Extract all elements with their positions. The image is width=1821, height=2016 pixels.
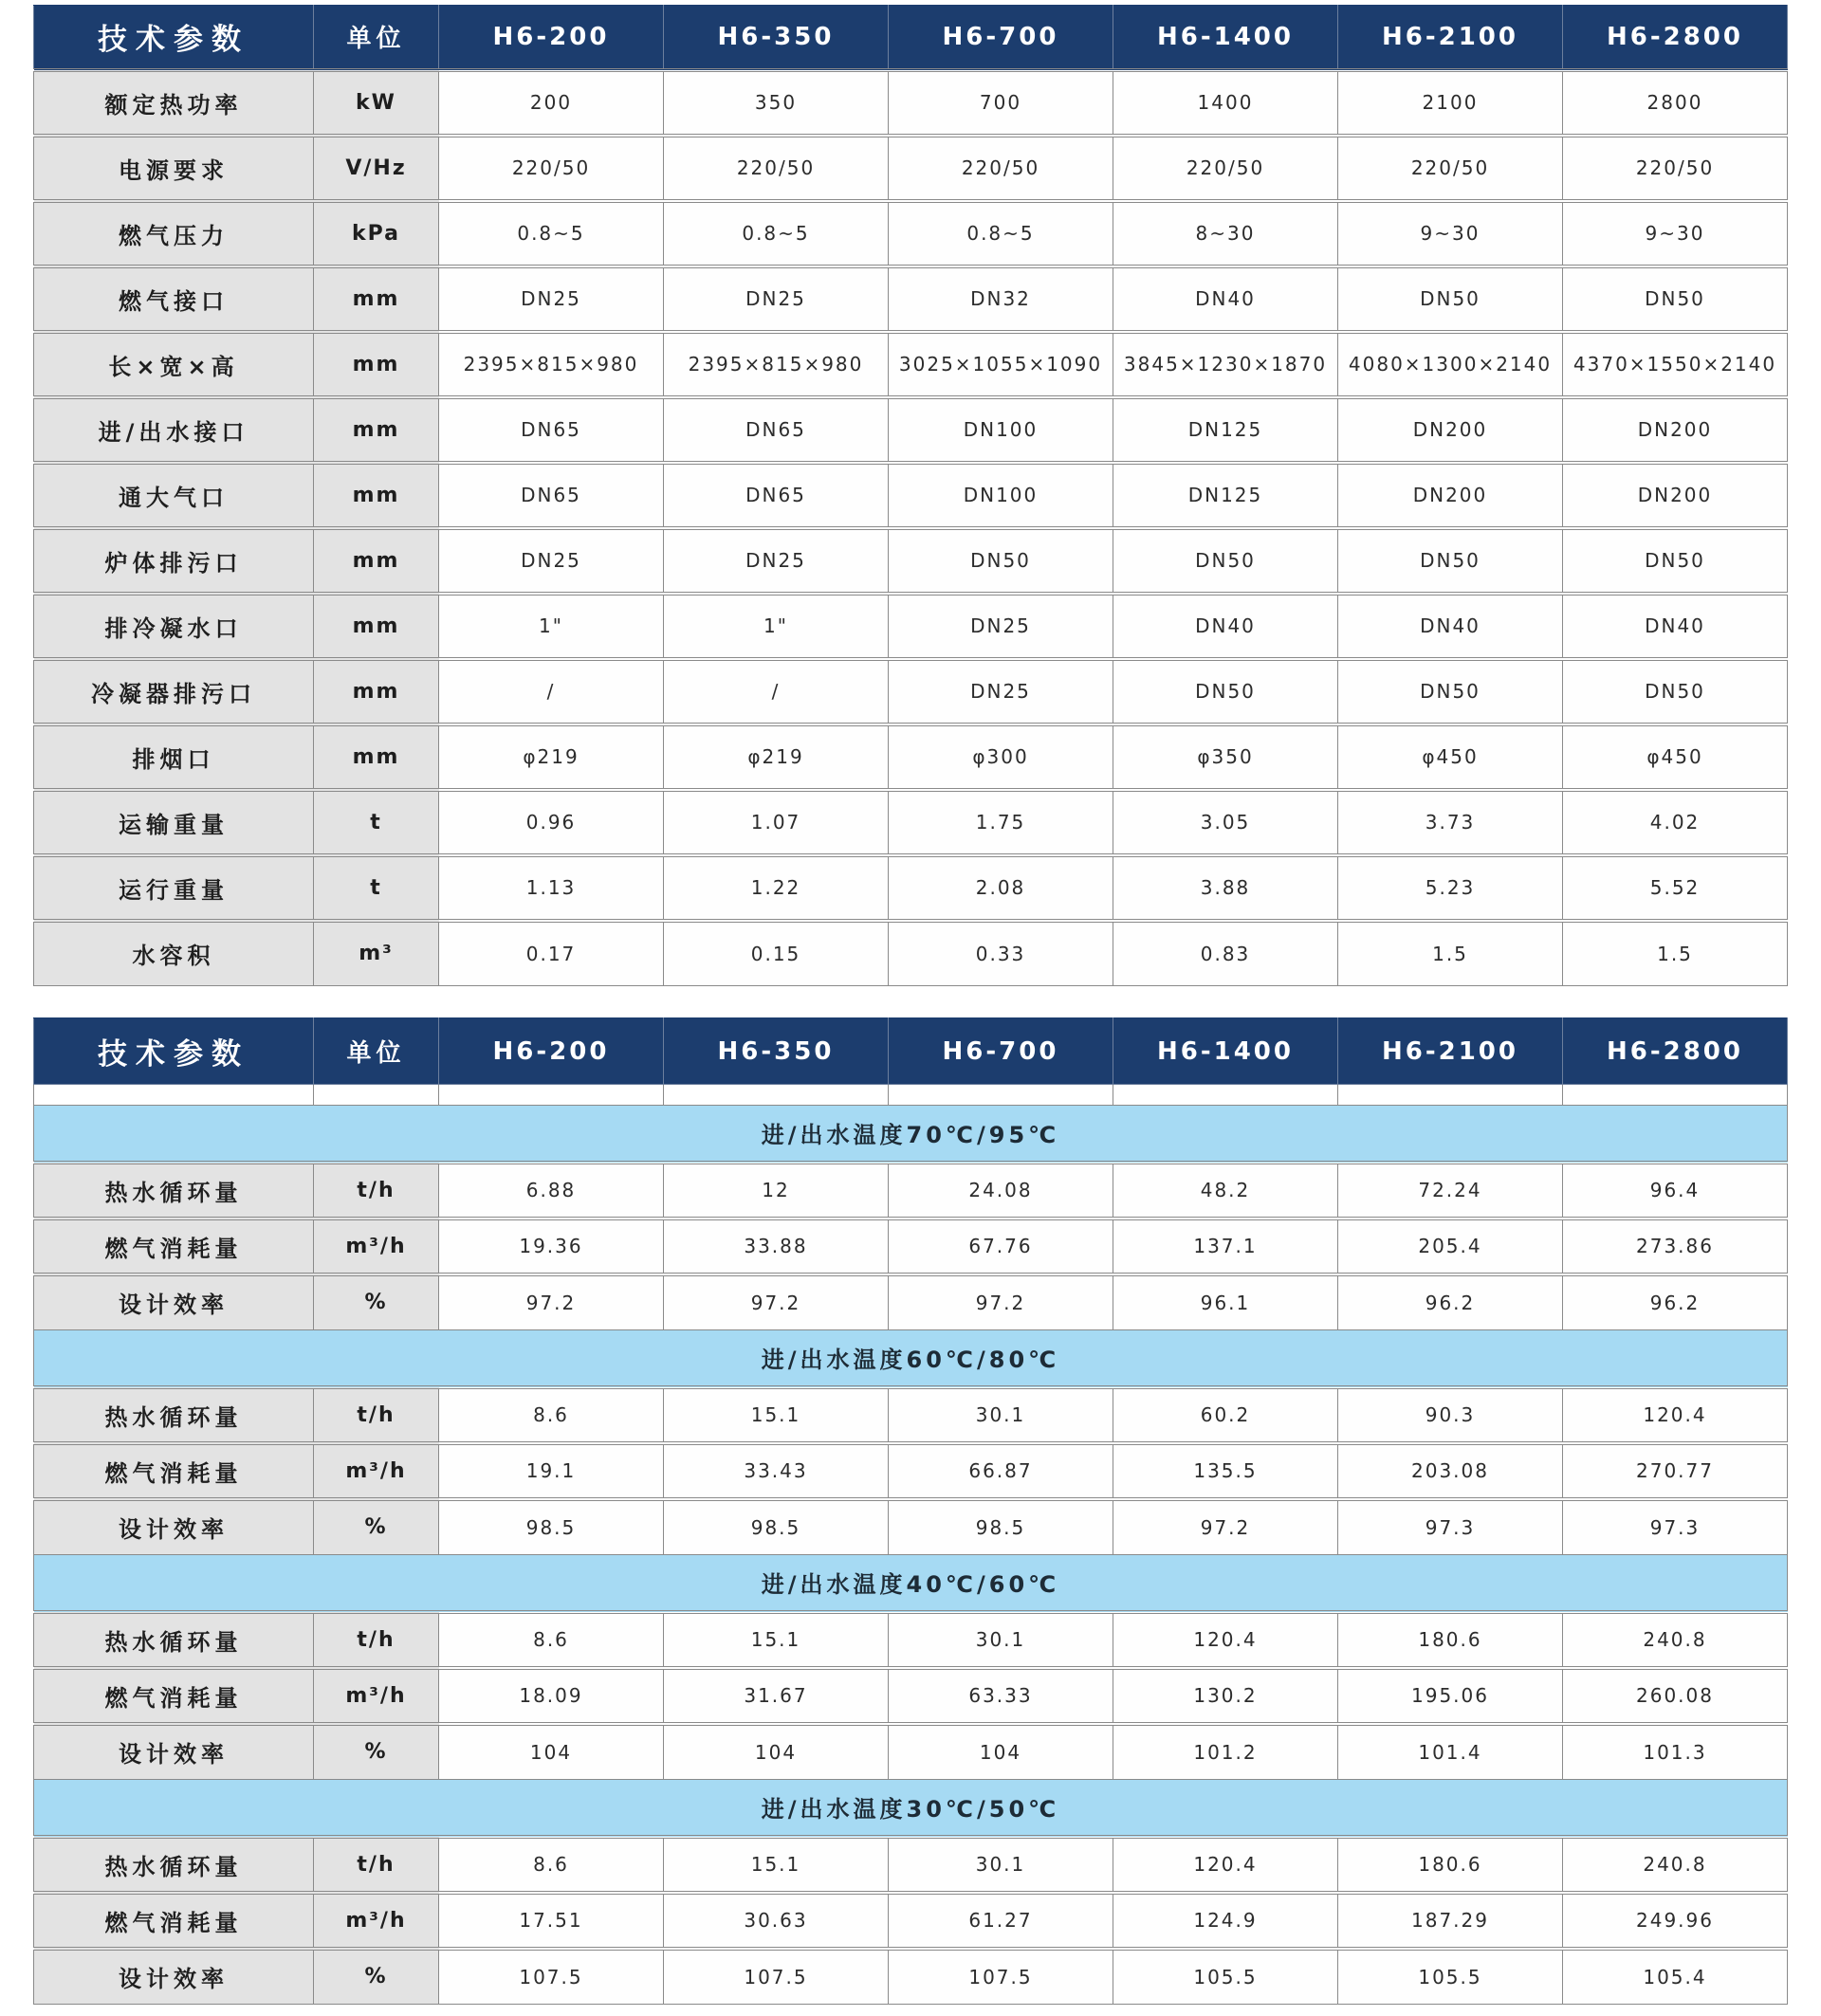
param-value-cell: 98.5: [664, 1499, 889, 1555]
param-value-cell: DN50: [1563, 659, 1788, 724]
param-value-cell: 15.1: [664, 1387, 889, 1443]
param-value-cell: 97.2: [1113, 1499, 1338, 1555]
param-value-cell: 273.86: [1563, 1219, 1788, 1274]
param-value-cell: 203.08: [1338, 1443, 1563, 1499]
param-value-cell: 2.08: [889, 855, 1113, 921]
model-header-cell: H6-2800: [1563, 1018, 1788, 1085]
spacer-cell: [1113, 1085, 1338, 1106]
param-unit-cell: m³/h: [314, 1893, 439, 1949]
param-label-cell: 排冷凝水口: [34, 594, 314, 659]
param-row: [34, 1612, 1788, 1668]
param-unit-cell: mm: [314, 528, 439, 594]
param-value-cell: 1.75: [889, 790, 1113, 855]
param-value-cell: 3.88: [1113, 855, 1338, 921]
section-band-row: [34, 1555, 1788, 1612]
section-title-cell: 进/出水温度60℃/80℃: [34, 1330, 1788, 1387]
param-value-cell: 195.06: [1338, 1668, 1563, 1724]
param-label-cell: 设计效率: [34, 1949, 314, 2005]
param-value-cell: DN65: [439, 463, 664, 528]
param-value-cell: 90.3: [1338, 1387, 1563, 1443]
param-value-cell: 0.8~5: [439, 201, 664, 266]
param-value-cell: DN65: [664, 463, 889, 528]
param-value-cell: 2395×815×980: [439, 332, 664, 397]
param-unit-cell: t/h: [314, 1163, 439, 1219]
param-unit-cell: m³: [314, 921, 439, 986]
param-unit-cell: mm: [314, 332, 439, 397]
param-value-cell: DN125: [1113, 397, 1338, 463]
param-value-cell: 30.1: [889, 1837, 1113, 1893]
param-label-cell: 燃气消耗量: [34, 1893, 314, 1949]
model-header-cell: H6-1400: [1113, 1018, 1338, 1085]
param-value-cell: 24.08: [889, 1163, 1113, 1219]
section-title-cell: 进/出水温度70℃/95℃: [34, 1106, 1788, 1163]
param-unit-cell: kW: [314, 70, 439, 136]
param-unit-cell: kPa: [314, 201, 439, 266]
spacer-cell: [439, 1085, 664, 1106]
param-row: [34, 1724, 1788, 1780]
param-value-cell: 33.43: [664, 1443, 889, 1499]
param-value-cell: 104: [664, 1724, 889, 1780]
param-row: [34, 659, 1788, 724]
param-value-cell: 0.8~5: [664, 201, 889, 266]
param-unit-cell: t: [314, 855, 439, 921]
param-value-cell: DN25: [439, 266, 664, 332]
param-label-cell: 燃气消耗量: [34, 1443, 314, 1499]
param-label-cell: 运行重量: [34, 855, 314, 921]
model-header-cell: H6-200: [439, 6, 664, 70]
param-value-cell: DN40: [1563, 594, 1788, 659]
param-unit-cell: m³/h: [314, 1219, 439, 1274]
param-row: [34, 855, 1788, 921]
spacer-cell: [34, 1085, 314, 1106]
param-value-cell: 101.4: [1338, 1724, 1563, 1780]
param-row: [34, 528, 1788, 594]
param-value-cell: 220/50: [1338, 136, 1563, 201]
param-label-cell: 燃气消耗量: [34, 1668, 314, 1724]
param-label-cell: 运输重量: [34, 790, 314, 855]
param-row: [34, 463, 1788, 528]
param-value-cell: φ450: [1338, 724, 1563, 790]
param-value-cell: 260.08: [1563, 1668, 1788, 1724]
param-value-cell: 180.6: [1338, 1612, 1563, 1668]
param-value-cell: 5.52: [1563, 855, 1788, 921]
param-row: [34, 1893, 1788, 1949]
param-unit-cell: %: [314, 1724, 439, 1780]
param-unit-cell: m³/h: [314, 1443, 439, 1499]
param-value-cell: 135.5: [1113, 1443, 1338, 1499]
param-label-cell: 设计效率: [34, 1499, 314, 1555]
param-value-cell: 18.09: [439, 1668, 664, 1724]
param-value-cell: 33.88: [664, 1219, 889, 1274]
param-value-cell: 17.51: [439, 1893, 664, 1949]
param-value-cell: 60.2: [1113, 1387, 1338, 1443]
param-label-cell: 电源要求: [34, 136, 314, 201]
param-value-cell: 61.27: [889, 1893, 1113, 1949]
param-label-cell: 热水循环量: [34, 1837, 314, 1893]
param-label-cell: 额定热功率: [34, 70, 314, 136]
param-value-cell: DN25: [889, 659, 1113, 724]
param-value-cell: 31.67: [664, 1668, 889, 1724]
param-value-cell: DN40: [1113, 594, 1338, 659]
param-unit-cell: t/h: [314, 1387, 439, 1443]
spacer-row: [34, 1085, 1788, 1106]
param-value-cell: 3025×1055×1090: [889, 332, 1113, 397]
param-value-cell: 249.96: [1563, 1893, 1788, 1949]
param-label-cell: 燃气接口: [34, 266, 314, 332]
param-value-cell: 96.2: [1563, 1274, 1788, 1330]
param-value-cell: 101.2: [1113, 1724, 1338, 1780]
param-label-cell: 设计效率: [34, 1724, 314, 1780]
param-value-cell: 5.23: [1338, 855, 1563, 921]
param-label-cell: 燃气压力: [34, 201, 314, 266]
param-value-cell: 0.83: [1113, 921, 1338, 986]
param-value-cell: 1.07: [664, 790, 889, 855]
model-header-cell: H6-200: [439, 1018, 664, 1085]
param-value-cell: 72.24: [1338, 1163, 1563, 1219]
param-value-cell: DN65: [664, 397, 889, 463]
param-value-cell: 97.2: [889, 1274, 1113, 1330]
param-unit-cell: %: [314, 1274, 439, 1330]
section-band-row: [34, 1780, 1788, 1837]
param-value-cell: 1.22: [664, 855, 889, 921]
param-label-cell: 设计效率: [34, 1274, 314, 1330]
param-label-cell: 热水循环量: [34, 1387, 314, 1443]
param-value-cell: 130.2: [1113, 1668, 1338, 1724]
param-value-cell: 1.13: [439, 855, 664, 921]
param-value-cell: DN25: [439, 528, 664, 594]
param-unit-cell: mm: [314, 397, 439, 463]
param-value-cell: φ219: [439, 724, 664, 790]
param-value-cell: DN50: [1338, 266, 1563, 332]
param-value-cell: 96.2: [1338, 1274, 1563, 1330]
unit-header-cell: 单位: [314, 6, 439, 70]
param-label-cell: 长×宽×高: [34, 332, 314, 397]
param-unit-cell: V/Hz: [314, 136, 439, 201]
param-value-cell: 19.1: [439, 1443, 664, 1499]
param-value-cell: 3.05: [1113, 790, 1338, 855]
param-value-cell: 4.02: [1563, 790, 1788, 855]
param-value-cell: 1400: [1113, 70, 1338, 136]
param-row: [34, 1837, 1788, 1893]
param-value-cell: 66.87: [889, 1443, 1113, 1499]
param-label-cell: 排烟口: [34, 724, 314, 790]
param-value-cell: DN65: [439, 397, 664, 463]
param-row: [34, 1163, 1788, 1219]
param-label-cell: 热水循环量: [34, 1612, 314, 1668]
spacer-cell: [1338, 1085, 1563, 1106]
param-value-cell: DN40: [1113, 266, 1338, 332]
param-row: [34, 1274, 1788, 1330]
param-value-cell: 220/50: [439, 136, 664, 201]
section-title-cell: 进/出水温度30℃/50℃: [34, 1780, 1788, 1837]
section-band-row: [34, 1330, 1788, 1387]
param-value-cell: 200: [439, 70, 664, 136]
param-value-cell: 1.5: [1563, 921, 1788, 986]
param-row: [34, 201, 1788, 266]
param-value-cell: 205.4: [1338, 1219, 1563, 1274]
param-value-cell: 137.1: [1113, 1219, 1338, 1274]
param-unit-cell: mm: [314, 594, 439, 659]
section-band-row: [34, 1106, 1788, 1163]
param-value-cell: 4080×1300×2140: [1338, 332, 1563, 397]
param-value-cell: DN32: [889, 266, 1113, 332]
table-title-cell: 技术参数: [34, 1018, 314, 1085]
param-value-cell: 8~30: [1113, 201, 1338, 266]
param-value-cell: DN50: [1338, 659, 1563, 724]
performance-parameters-table: [33, 1017, 1788, 2005]
param-value-cell: 220/50: [1563, 136, 1788, 201]
param-row: [34, 136, 1788, 201]
param-value-cell: 9~30: [1563, 201, 1788, 266]
spacer-cell: [314, 1085, 439, 1106]
param-value-cell: DN200: [1338, 397, 1563, 463]
param-value-cell: 180.6: [1338, 1837, 1563, 1893]
param-value-cell: 8.6: [439, 1387, 664, 1443]
param-value-cell: 700: [889, 70, 1113, 136]
param-value-cell: 96.1: [1113, 1274, 1338, 1330]
param-value-cell: DN100: [889, 397, 1113, 463]
param-value-cell: DN50: [1338, 528, 1563, 594]
param-value-cell: 30.63: [664, 1893, 889, 1949]
param-row: [34, 1387, 1788, 1443]
param-value-cell: 101.3: [1563, 1724, 1788, 1780]
param-row: [34, 397, 1788, 463]
param-value-cell: 67.76: [889, 1219, 1113, 1274]
param-row: [34, 332, 1788, 397]
param-value-cell: 0.33: [889, 921, 1113, 986]
param-value-cell: DN25: [664, 266, 889, 332]
param-value-cell: 96.4: [1563, 1163, 1788, 1219]
param-value-cell: 105.5: [1113, 1949, 1338, 2005]
param-label-cell: 热水循环量: [34, 1163, 314, 1219]
param-unit-cell: %: [314, 1499, 439, 1555]
param-value-cell: DN40: [1338, 594, 1563, 659]
header-row: [34, 1018, 1788, 1085]
param-value-cell: 107.5: [439, 1949, 664, 2005]
param-value-cell: 3845×1230×1870: [1113, 332, 1338, 397]
param-row: [34, 921, 1788, 986]
param-value-cell: 97.3: [1338, 1499, 1563, 1555]
param-value-cell: /: [664, 659, 889, 724]
param-value-cell: 270.77: [1563, 1443, 1788, 1499]
param-value-cell: 19.36: [439, 1219, 664, 1274]
param-value-cell: DN50: [1563, 528, 1788, 594]
param-value-cell: 15.1: [664, 1612, 889, 1668]
param-value-cell: φ300: [889, 724, 1113, 790]
param-unit-cell: mm: [314, 266, 439, 332]
param-unit-cell: m³/h: [314, 1668, 439, 1724]
param-value-cell: 97.2: [439, 1274, 664, 1330]
param-value-cell: 0.8~5: [889, 201, 1113, 266]
param-value-cell: 350: [664, 70, 889, 136]
param-value-cell: DN200: [1563, 463, 1788, 528]
param-label-cell: 炉体排污口: [34, 528, 314, 594]
param-row: [34, 1219, 1788, 1274]
param-value-cell: 8.6: [439, 1837, 664, 1893]
param-value-cell: 1": [439, 594, 664, 659]
unit-header-cell: 单位: [314, 1018, 439, 1085]
param-value-cell: 220/50: [664, 136, 889, 201]
param-value-cell: 30.1: [889, 1612, 1113, 1668]
param-unit-cell: mm: [314, 659, 439, 724]
param-value-cell: 120.4: [1113, 1837, 1338, 1893]
param-value-cell: 104: [439, 1724, 664, 1780]
param-unit-cell: mm: [314, 724, 439, 790]
model-header-cell: H6-2800: [1563, 6, 1788, 70]
param-value-cell: 3.73: [1338, 790, 1563, 855]
param-value-cell: DN50: [1113, 528, 1338, 594]
spacer-cell: [889, 1085, 1113, 1106]
spacer-cell: [1563, 1085, 1788, 1106]
param-row: [34, 790, 1788, 855]
param-row: [34, 266, 1788, 332]
param-value-cell: 220/50: [889, 136, 1113, 201]
param-value-cell: φ219: [664, 724, 889, 790]
param-value-cell: 1": [664, 594, 889, 659]
header-row: [34, 6, 1788, 70]
param-value-cell: 97.3: [1563, 1499, 1788, 1555]
param-value-cell: 2395×815×980: [664, 332, 889, 397]
param-row: [34, 724, 1788, 790]
param-value-cell: 120.4: [1113, 1612, 1338, 1668]
param-value-cell: 104: [889, 1724, 1113, 1780]
basic-parameters-table: [33, 5, 1788, 986]
param-row: [34, 1668, 1788, 1724]
param-value-cell: 15.1: [664, 1837, 889, 1893]
param-value-cell: 124.9: [1113, 1893, 1338, 1949]
param-value-cell: 120.4: [1563, 1387, 1788, 1443]
param-value-cell: 187.29: [1338, 1893, 1563, 1949]
param-row: [34, 1499, 1788, 1555]
param-value-cell: 97.2: [664, 1274, 889, 1330]
param-value-cell: 48.2: [1113, 1163, 1338, 1219]
model-header-cell: H6-700: [889, 6, 1113, 70]
param-row: [34, 1949, 1788, 2005]
param-unit-cell: t/h: [314, 1612, 439, 1668]
param-value-cell: 98.5: [889, 1499, 1113, 1555]
param-value-cell: 98.5: [439, 1499, 664, 1555]
param-value-cell: 2100: [1338, 70, 1563, 136]
param-value-cell: 6.88: [439, 1163, 664, 1219]
param-value-cell: DN50: [889, 528, 1113, 594]
param-value-cell: DN100: [889, 463, 1113, 528]
param-value-cell: 12: [664, 1163, 889, 1219]
param-value-cell: 220/50: [1113, 136, 1338, 201]
spacer-cell: [664, 1085, 889, 1106]
param-value-cell: 63.33: [889, 1668, 1113, 1724]
param-value-cell: 1.5: [1338, 921, 1563, 986]
model-header-cell: H6-350: [664, 6, 889, 70]
param-value-cell: φ350: [1113, 724, 1338, 790]
param-row: [34, 70, 1788, 136]
param-value-cell: φ450: [1563, 724, 1788, 790]
param-value-cell: 4370×1550×2140: [1563, 332, 1788, 397]
param-value-cell: DN50: [1113, 659, 1338, 724]
param-value-cell: 240.8: [1563, 1837, 1788, 1893]
param-value-cell: /: [439, 659, 664, 724]
param-label-cell: 冷凝器排污口: [34, 659, 314, 724]
param-value-cell: 0.15: [664, 921, 889, 986]
param-value-cell: DN25: [889, 594, 1113, 659]
param-value-cell: 107.5: [664, 1949, 889, 2005]
param-value-cell: 9~30: [1338, 201, 1563, 266]
param-label-cell: 水容积: [34, 921, 314, 986]
param-value-cell: 105.4: [1563, 1949, 1788, 2005]
param-value-cell: 0.96: [439, 790, 664, 855]
param-unit-cell: t: [314, 790, 439, 855]
model-header-cell: H6-700: [889, 1018, 1113, 1085]
param-row: [34, 1443, 1788, 1499]
param-unit-cell: mm: [314, 463, 439, 528]
param-label-cell: 通大气口: [34, 463, 314, 528]
model-header-cell: H6-350: [664, 1018, 889, 1085]
param-value-cell: 105.5: [1338, 1949, 1563, 2005]
table-title-cell: 技术参数: [34, 6, 314, 70]
model-header-cell: H6-2100: [1338, 1018, 1563, 1085]
param-value-cell: 0.17: [439, 921, 664, 986]
param-value-cell: DN200: [1563, 397, 1788, 463]
param-value-cell: DN50: [1563, 266, 1788, 332]
param-value-cell: DN125: [1113, 463, 1338, 528]
param-value-cell: 2800: [1563, 70, 1788, 136]
param-value-cell: 30.1: [889, 1387, 1113, 1443]
param-unit-cell: %: [314, 1949, 439, 2005]
param-value-cell: DN200: [1338, 463, 1563, 528]
param-value-cell: 107.5: [889, 1949, 1113, 2005]
param-value-cell: 240.8: [1563, 1612, 1788, 1668]
section-title-cell: 进/出水温度40℃/60℃: [34, 1555, 1788, 1612]
param-label-cell: 进/出水接口: [34, 397, 314, 463]
param-label-cell: 燃气消耗量: [34, 1219, 314, 1274]
param-value-cell: DN25: [664, 528, 889, 594]
param-row: [34, 594, 1788, 659]
param-unit-cell: t/h: [314, 1837, 439, 1893]
param-value-cell: 8.6: [439, 1612, 664, 1668]
model-header-cell: H6-1400: [1113, 6, 1338, 70]
model-header-cell: H6-2100: [1338, 6, 1563, 70]
